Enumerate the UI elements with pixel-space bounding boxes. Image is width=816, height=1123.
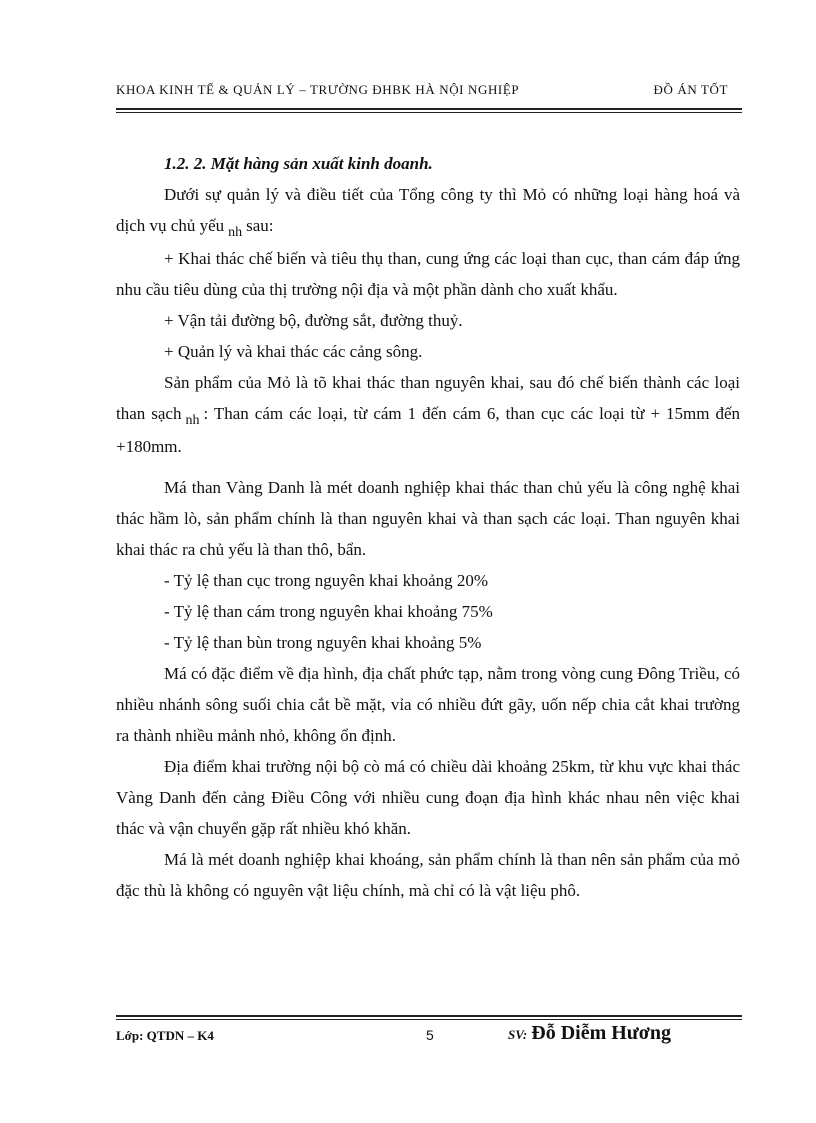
paragraph-products-end: : Than cám các loại, từ cám 1 đến cám 6, than cục các loại từ + 15mm đến +180mm.	[116, 404, 741, 456]
author-name: Đỗ Diễm Hương	[531, 1022, 672, 1044]
paragraph-item-ports: + Quản lý và khai thác các cảng sông.	[164, 342, 423, 361]
main-content	[116, 148, 740, 906]
header-rule	[116, 108, 742, 113]
footer-class-label: Lớp: QTDN – K4	[116, 1028, 214, 1043]
list-item-lump-coal: - Tỷ lệ than cục trong nguyên khai khoảng 20%	[164, 571, 489, 590]
paragraph-materials: Má là mét doanh nghiệp khai khoáng, sản phẩm chính là than nên sản phẩm của mỏ đặc thù là không có nguyên vật liệu chính, mà chỉ có là vật liệu phô.	[116, 850, 740, 900]
subscript-mark: nh	[185, 413, 200, 428]
paragraph-item-coal: + Khai thác chế biến và tiêu thụ than, cung ứng các loại than cục, than cám đáp ứng nhu cầu tiêu dùng của thị trường nội địa và một phần dành cho xuất khẩu.	[116, 249, 740, 299]
paragraph-intro-end: sau:	[246, 216, 274, 235]
page-number: 5	[426, 1027, 434, 1043]
header-document-type: ĐỒ ÁN TỐT	[653, 82, 728, 97]
header-institution: KHOA KINH TẾ & QUẢN LÝ – TRƯỜNG ĐHBK HÀ NỘI NGHIỆP	[116, 82, 520, 97]
paragraph-intro	[116, 179, 740, 243]
paragraph-terrain: Má có đặc điểm về địa hình, địa chất phức tạp, nằm trong vòng cung Đông Triều, có nhiều nhánh sông suối chia cắt bề mặt, vỉa có nhiều đứt gãy, uốn nếp chia cắt khai trường ra thành nhiều mảnh nhỏ, không ổn định.	[116, 664, 740, 745]
list-item-fine-coal: - Tỷ lệ than cám trong nguyên khai khoảng 75%	[164, 602, 493, 621]
paragraph-products-text: Sản phẩm của Mỏ là tõ khai thác than nguyên khai, sau đó chế biến thành các loại than sạch	[116, 373, 740, 423]
section-title: 1.2. 2. Mặt hàng sản xuất kinh doanh.	[164, 154, 433, 173]
page-footer	[116, 1022, 742, 1052]
paragraph-mine-profile: Má than Vàng Danh là mét doanh nghiệp khai thác than chủ yếu là công nghệ khai thác hầm lò, sản phẩm chính là than nguyên khai và than sạch các loại. Than nguyên khai khai thác ra chủ yếu là than thô, bẩn.	[116, 478, 740, 559]
paragraph-intro-text: Dưới sự quản lý và điều tiết của Tổng công ty thì Mỏ có những loại hàng hoá và dịch vụ chủ yếu	[116, 185, 740, 235]
list-item-slurry-coal: - Tỷ lệ than bùn trong nguyên khai khoảng 5%	[164, 633, 482, 652]
paragraph-item-transport: + Vận tải đường bộ, đường sắt, đường thuỷ.	[164, 311, 463, 330]
footer-rule	[116, 1015, 742, 1020]
paragraph-products	[116, 367, 740, 462]
paragraph-site: Địa điểm khai trường nội bộ cò má có chiều dài khoảng 25km, từ khu vực khai thác Vàng Danh đến cảng Điều Công với nhiều cung đoạn địa hình khác nhau nên việc khai thác và vận chuyển gặp rất nhiều khó khăn.	[116, 757, 740, 838]
student-label: SV:	[508, 1027, 528, 1042]
subscript-mark: nh	[228, 225, 243, 240]
footer-author	[508, 1022, 671, 1045]
